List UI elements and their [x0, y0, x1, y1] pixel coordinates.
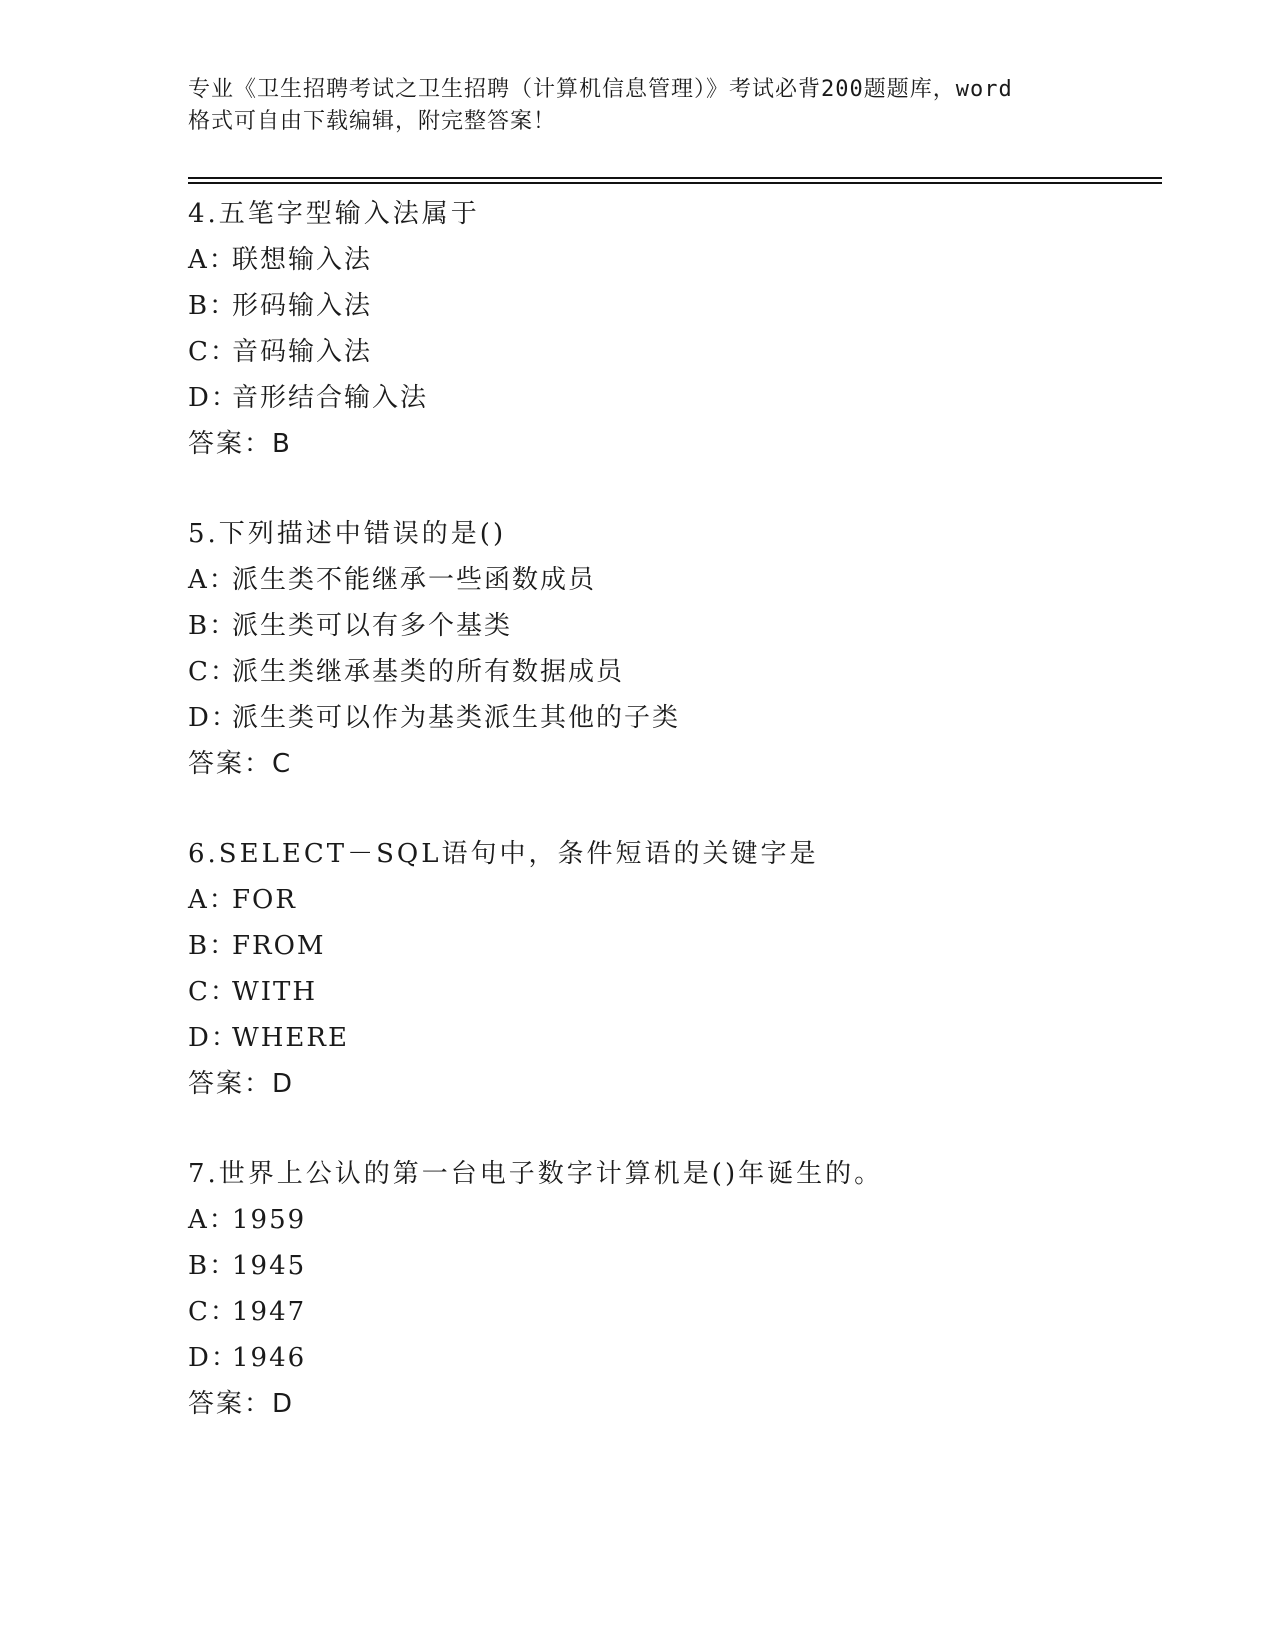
option-text: 音码输入法 [232, 337, 373, 367]
option-text: 1959 [232, 1205, 307, 1235]
document-header [188, 74, 1088, 138]
question-stem: 7.世界上公认的第一台电子数字计算机是()年诞生的。 [188, 1159, 884, 1189]
option-c [188, 649, 1162, 695]
option-d [188, 695, 1162, 741]
option-letter: A： [188, 245, 237, 275]
question-block [188, 831, 1162, 1107]
option-letter: A： [188, 885, 237, 915]
option-text: 1946 [232, 1343, 307, 1373]
option-letter: B： [188, 611, 238, 641]
option-d [188, 1335, 1162, 1381]
option-text: 派生类可以有多个基类 [232, 611, 513, 641]
header-divider-bottom [188, 182, 1162, 184]
option-a [188, 1197, 1162, 1243]
option-c [188, 969, 1162, 1015]
option-text: 派生类继承基类的所有数据成员 [232, 657, 625, 687]
question-stem: 6.SELECT－SQL语句中，条件短语的关键字是 [188, 839, 819, 869]
question-stem: 4.五笔字型输入法属于 [188, 199, 480, 229]
option-letter: A： [188, 565, 237, 595]
option-letter: C： [188, 1297, 238, 1327]
answer-line: 答案：D [188, 1389, 295, 1419]
option-letter: D： [188, 1023, 239, 1053]
option-text: 1947 [232, 1297, 307, 1327]
option-b [188, 923, 1162, 969]
option-letter: D： [188, 383, 239, 413]
option-letter: C： [188, 337, 238, 367]
option-text: WHERE [232, 1023, 349, 1053]
option-text: 形码输入法 [232, 291, 373, 321]
answer-line: 答案：D [188, 1069, 295, 1099]
option-a [188, 237, 1162, 283]
header-divider-top [188, 177, 1162, 179]
header-line-1: 专业《卫生招聘考试之卫生招聘（计算机信息管理）》考试必背200题题库，word [188, 77, 1013, 102]
option-letter: B： [188, 1251, 238, 1281]
option-text: 音形结合输入法 [232, 383, 429, 413]
option-letter: B： [188, 291, 238, 321]
option-letter: C： [188, 977, 238, 1007]
header-line-2: 格式可自由下载编辑，附完整答案！ [188, 109, 557, 134]
option-letter: D： [188, 1343, 239, 1373]
option-text: WITH [232, 977, 318, 1007]
option-text: 派生类不能继承一些函数成员 [232, 565, 597, 595]
option-c [188, 329, 1162, 375]
option-d [188, 1015, 1162, 1061]
option-text: 派生类可以作为基类派生其他的子类 [232, 703, 681, 733]
option-b [188, 1243, 1162, 1289]
option-a [188, 557, 1162, 603]
option-text: 联想输入法 [232, 245, 373, 275]
option-text: FROM [232, 931, 326, 961]
option-text: FOR [232, 885, 297, 915]
option-a [188, 877, 1162, 923]
question-stem: 5.下列描述中错误的是() [188, 519, 507, 549]
option-d [188, 375, 1162, 421]
question-list [188, 191, 1162, 1471]
question-block [188, 511, 1162, 787]
option-letter: D： [188, 703, 239, 733]
option-letter: A： [188, 1205, 237, 1235]
option-c [188, 1289, 1162, 1335]
option-letter: B： [188, 931, 238, 961]
question-block [188, 191, 1162, 467]
answer-line: 答案：C [188, 749, 293, 779]
question-block [188, 1151, 1162, 1427]
option-b [188, 603, 1162, 649]
option-letter: C： [188, 657, 238, 687]
option-text: 1945 [232, 1251, 307, 1281]
answer-line: 答案：B [188, 429, 292, 459]
option-b [188, 283, 1162, 329]
